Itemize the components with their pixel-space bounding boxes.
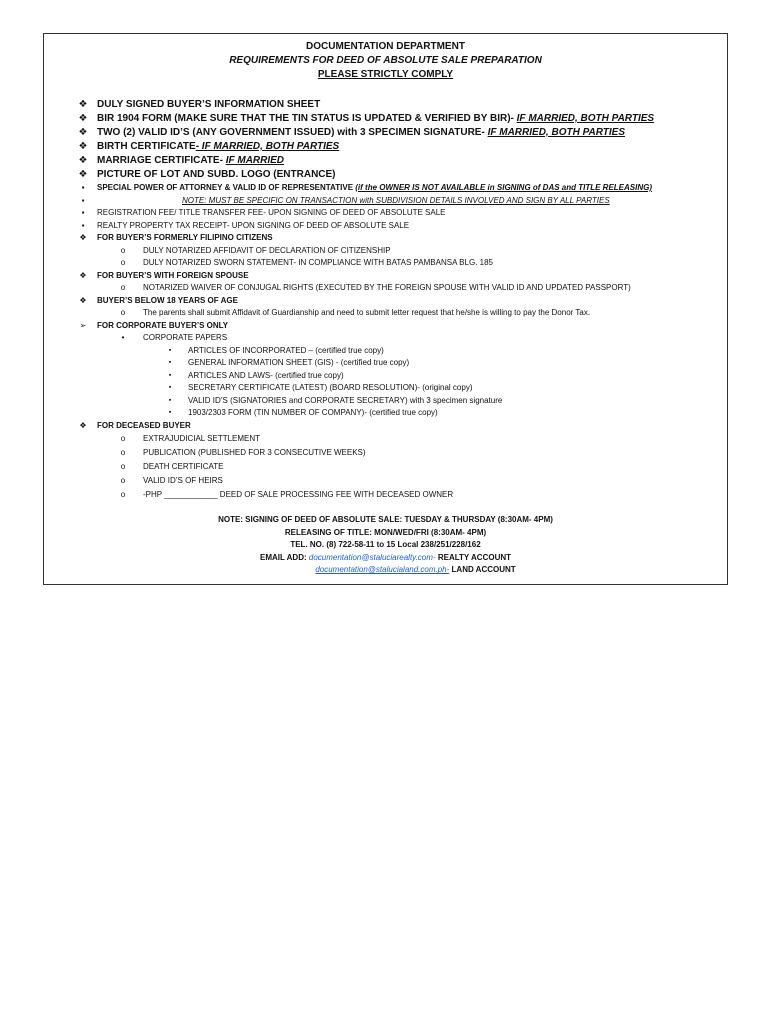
department-heading: DOCUMENTATION DEPARTMENT <box>306 41 465 52</box>
list-item: ❖ FOR BUYER’S WITH FOREIGN SPOUSE <box>44 270 727 283</box>
list-item: ▪ REGISTRATION FEE/ TITLE TRANSFER FEE- UPON SIGNING OF DEED OF ABSOLUTE SALE <box>44 207 727 220</box>
circle-bullet-icon: o <box>120 448 126 457</box>
realty-account-label: REALTY ACCOUNT <box>437 552 512 562</box>
email-realty-line <box>44 552 727 565</box>
comply-heading: PLEASE STRICTLY COMPLY <box>317 69 454 80</box>
list-item: ▪ ARTICLES AND LAWS- (certified true copy) <box>44 370 727 383</box>
telephone-number: TEL. NO. (8) 722-58-11 to 15 Local 238/251/228/162 <box>290 540 481 550</box>
square-bullet-icon: ▪ <box>168 396 172 404</box>
list-item: ▪ SECRETARY CERTIFICATE (LATEST) (BOARD RESOLUTION)- (original copy) <box>44 382 727 395</box>
list-item: o PUBLICATION (PUBLISHED FOR 3 CONSECUTIVE WEEKS) <box>44 446 727 460</box>
diamond-bullet-icon: ❖ <box>79 270 87 280</box>
list-item: o DEATH CERTIFICATE <box>44 460 727 474</box>
list-item: ❖ TWO (2) VALID ID’S (ANY GOVERNMENT ISSUED) with 3 SPECIMEN SIGNATURE- IF MARRIED, BOTH PARTIES <box>78 127 626 138</box>
list-item: ❖ MARRIAGE CERTIFICATE- IF MARRIED <box>78 155 285 166</box>
land-account-label: LAND ACCOUNT <box>451 565 516 575</box>
arrow-bullet-icon: ➢ <box>79 320 87 330</box>
diamond-bullet-icon: ❖ <box>78 155 88 166</box>
list-item: o DULY NOTARIZED SWORN STATEMENT- IN COMPLIANCE WITH BATAS PAMBANSA BLG. 185 <box>44 257 727 270</box>
diamond-bullet-icon: ❖ <box>78 99 88 110</box>
square-bullet-icon: ▪ <box>168 409 172 416</box>
square-bullet-icon: ▪ <box>168 359 172 366</box>
circle-bullet-icon: o <box>120 476 126 485</box>
schedule-footer <box>44 514 727 577</box>
diamond-bullet-icon: ❖ <box>79 420 87 430</box>
square-bullet-icon: ▪ <box>81 208 85 217</box>
list-item: o NOTARIZED WAIVER OF CONJUGAL RIGHTS (EXECUTED BY THE FOREIGN SPOUSE WITH VALID ID AND UPDATED PASSPORT) <box>44 282 727 295</box>
list-item: ▪ NOTE: MUST BE SPECIFIC ON TRANSACTION with SUBDIVISION DETAILS INVOLVED AND SIGN BY ALL PARTIES <box>44 195 727 208</box>
square-bullet-icon: ▪ <box>81 220 85 230</box>
list-item: ❖ BIR 1904 FORM (MAKE SURE THAT THE TIN STATUS IS UPDATED & VERIFIED BY BIR)- IF MARRIED, BOTH PARTIES <box>78 113 655 124</box>
list-item: ▪ SPECIAL POWER OF ATTORNEY & VALID ID OF REPRESENTATIVE (if the OWNER IS NOT AVAILABLE in SIGNING of DAS and TITLE RELEASING) <box>44 182 727 195</box>
diamond-bullet-icon: ❖ <box>79 233 87 242</box>
diamond-bullet-icon: ❖ <box>79 295 87 305</box>
email-realty-link[interactable]: documentation@staluciarealty.com- <box>308 552 436 562</box>
list-item: ❖ FOR BUYER’S FORMERLY FILIPINO CITIZENS <box>44 232 727 245</box>
list-item: ❖ DULY SIGNED BUYER’S INFORMATION SHEET <box>78 99 321 110</box>
diamond-bullet-icon: ❖ <box>78 113 88 124</box>
list-item: ▪ VALID ID’S (SIGNATORIES and CORPORATE SECRETARY) with 3 specimen signature <box>44 395 727 408</box>
email-land-link[interactable]: documentation@stalucialand.com.ph- <box>315 565 450 575</box>
list-item: ▪ REALTY PROPERTY TAX RECEIPT- UPON SIGNING OF DEED OF ABSOLUTE SALE <box>44 220 727 233</box>
square-bullet-icon: ▪ <box>81 195 85 205</box>
list-item: ▪ ARTICLES OF INCORPORATED – (certified true copy) <box>44 345 727 358</box>
circle-bullet-icon: o <box>120 283 126 292</box>
document-title: REQUIREMENTS FOR DEED OF ABSOLUTE SALE PREPARATION <box>229 55 542 66</box>
list-item: o DULY NOTARIZED AFFIDAVIT OF DECLARATION OF CITIZENSHIP <box>44 245 727 258</box>
requirements-list <box>44 98 727 502</box>
list-item: ❖ BUYER’S BELOW 18 YEARS OF AGE <box>44 295 727 308</box>
square-bullet-icon: ▪ <box>168 346 172 354</box>
email-label: EMAIL ADD: <box>259 552 307 562</box>
square-bullet-icon: ▪ <box>168 371 172 379</box>
circle-bullet-icon: o <box>120 308 126 317</box>
circle-bullet-icon: o <box>120 258 126 267</box>
square-bullet-icon: ▪ <box>81 183 85 192</box>
diamond-bullet-icon: ❖ <box>78 141 88 152</box>
list-item: ▪ GENERAL INFORMATION SHEET (GIS) - (certified true copy) <box>44 357 727 370</box>
diamond-bullet-icon: ❖ <box>78 169 88 180</box>
circle-bullet-icon: o <box>120 490 126 499</box>
circle-bullet-icon: o <box>120 434 126 443</box>
requirements-document <box>43 33 728 585</box>
list-item: o EXTRAJUDICIAL SETTLEMENT <box>44 432 727 446</box>
list-item: ❖ FOR DECEASED BUYER <box>44 420 727 433</box>
diamond-bullet-icon: ❖ <box>78 127 88 138</box>
list-item: ▪ 1903/2303 FORM (TIN NUMBER OF COMPANY)- (certified true copy) <box>44 407 727 420</box>
list-item: ❖ PICTURE OF LOT AND SUBD. LOGO (ENTRANCE) <box>78 169 336 180</box>
list-item: o VALID ID’S OF HEIRS <box>44 474 727 488</box>
list-item: o The parents shall submit Affidavit of Guardianship and need to submit letter request that he/she is willing to pay the Donor Tax. <box>44 307 727 320</box>
releasing-schedule: RELEASING OF TITLE: MON/WED/FRI (8:30AM- 4PM) <box>284 527 487 537</box>
email-land-line <box>44 564 727 577</box>
list-item: ➢ FOR CORPORATE BUYER’S ONLY <box>44 320 727 333</box>
list-item: • CORPORATE PAPERS <box>44 332 727 345</box>
square-bullet-icon: ▪ <box>168 384 172 391</box>
dot-bullet-icon: • <box>121 333 125 342</box>
signing-schedule: NOTE: SIGNING OF DEED OF ABSOLUTE SALE: TUESDAY & THURSDAY (8:30AM- 4PM) <box>218 515 553 524</box>
list-item: ❖ BIRTH CERTIFICATE- IF MARRIED, BOTH PARTIES <box>78 141 340 152</box>
circle-bullet-icon: o <box>120 245 126 255</box>
list-item: o -PHP ____________ DEED OF SALE PROCESSING FEE WITH DECEASED OWNER <box>44 488 727 502</box>
circle-bullet-icon: o <box>120 462 126 471</box>
